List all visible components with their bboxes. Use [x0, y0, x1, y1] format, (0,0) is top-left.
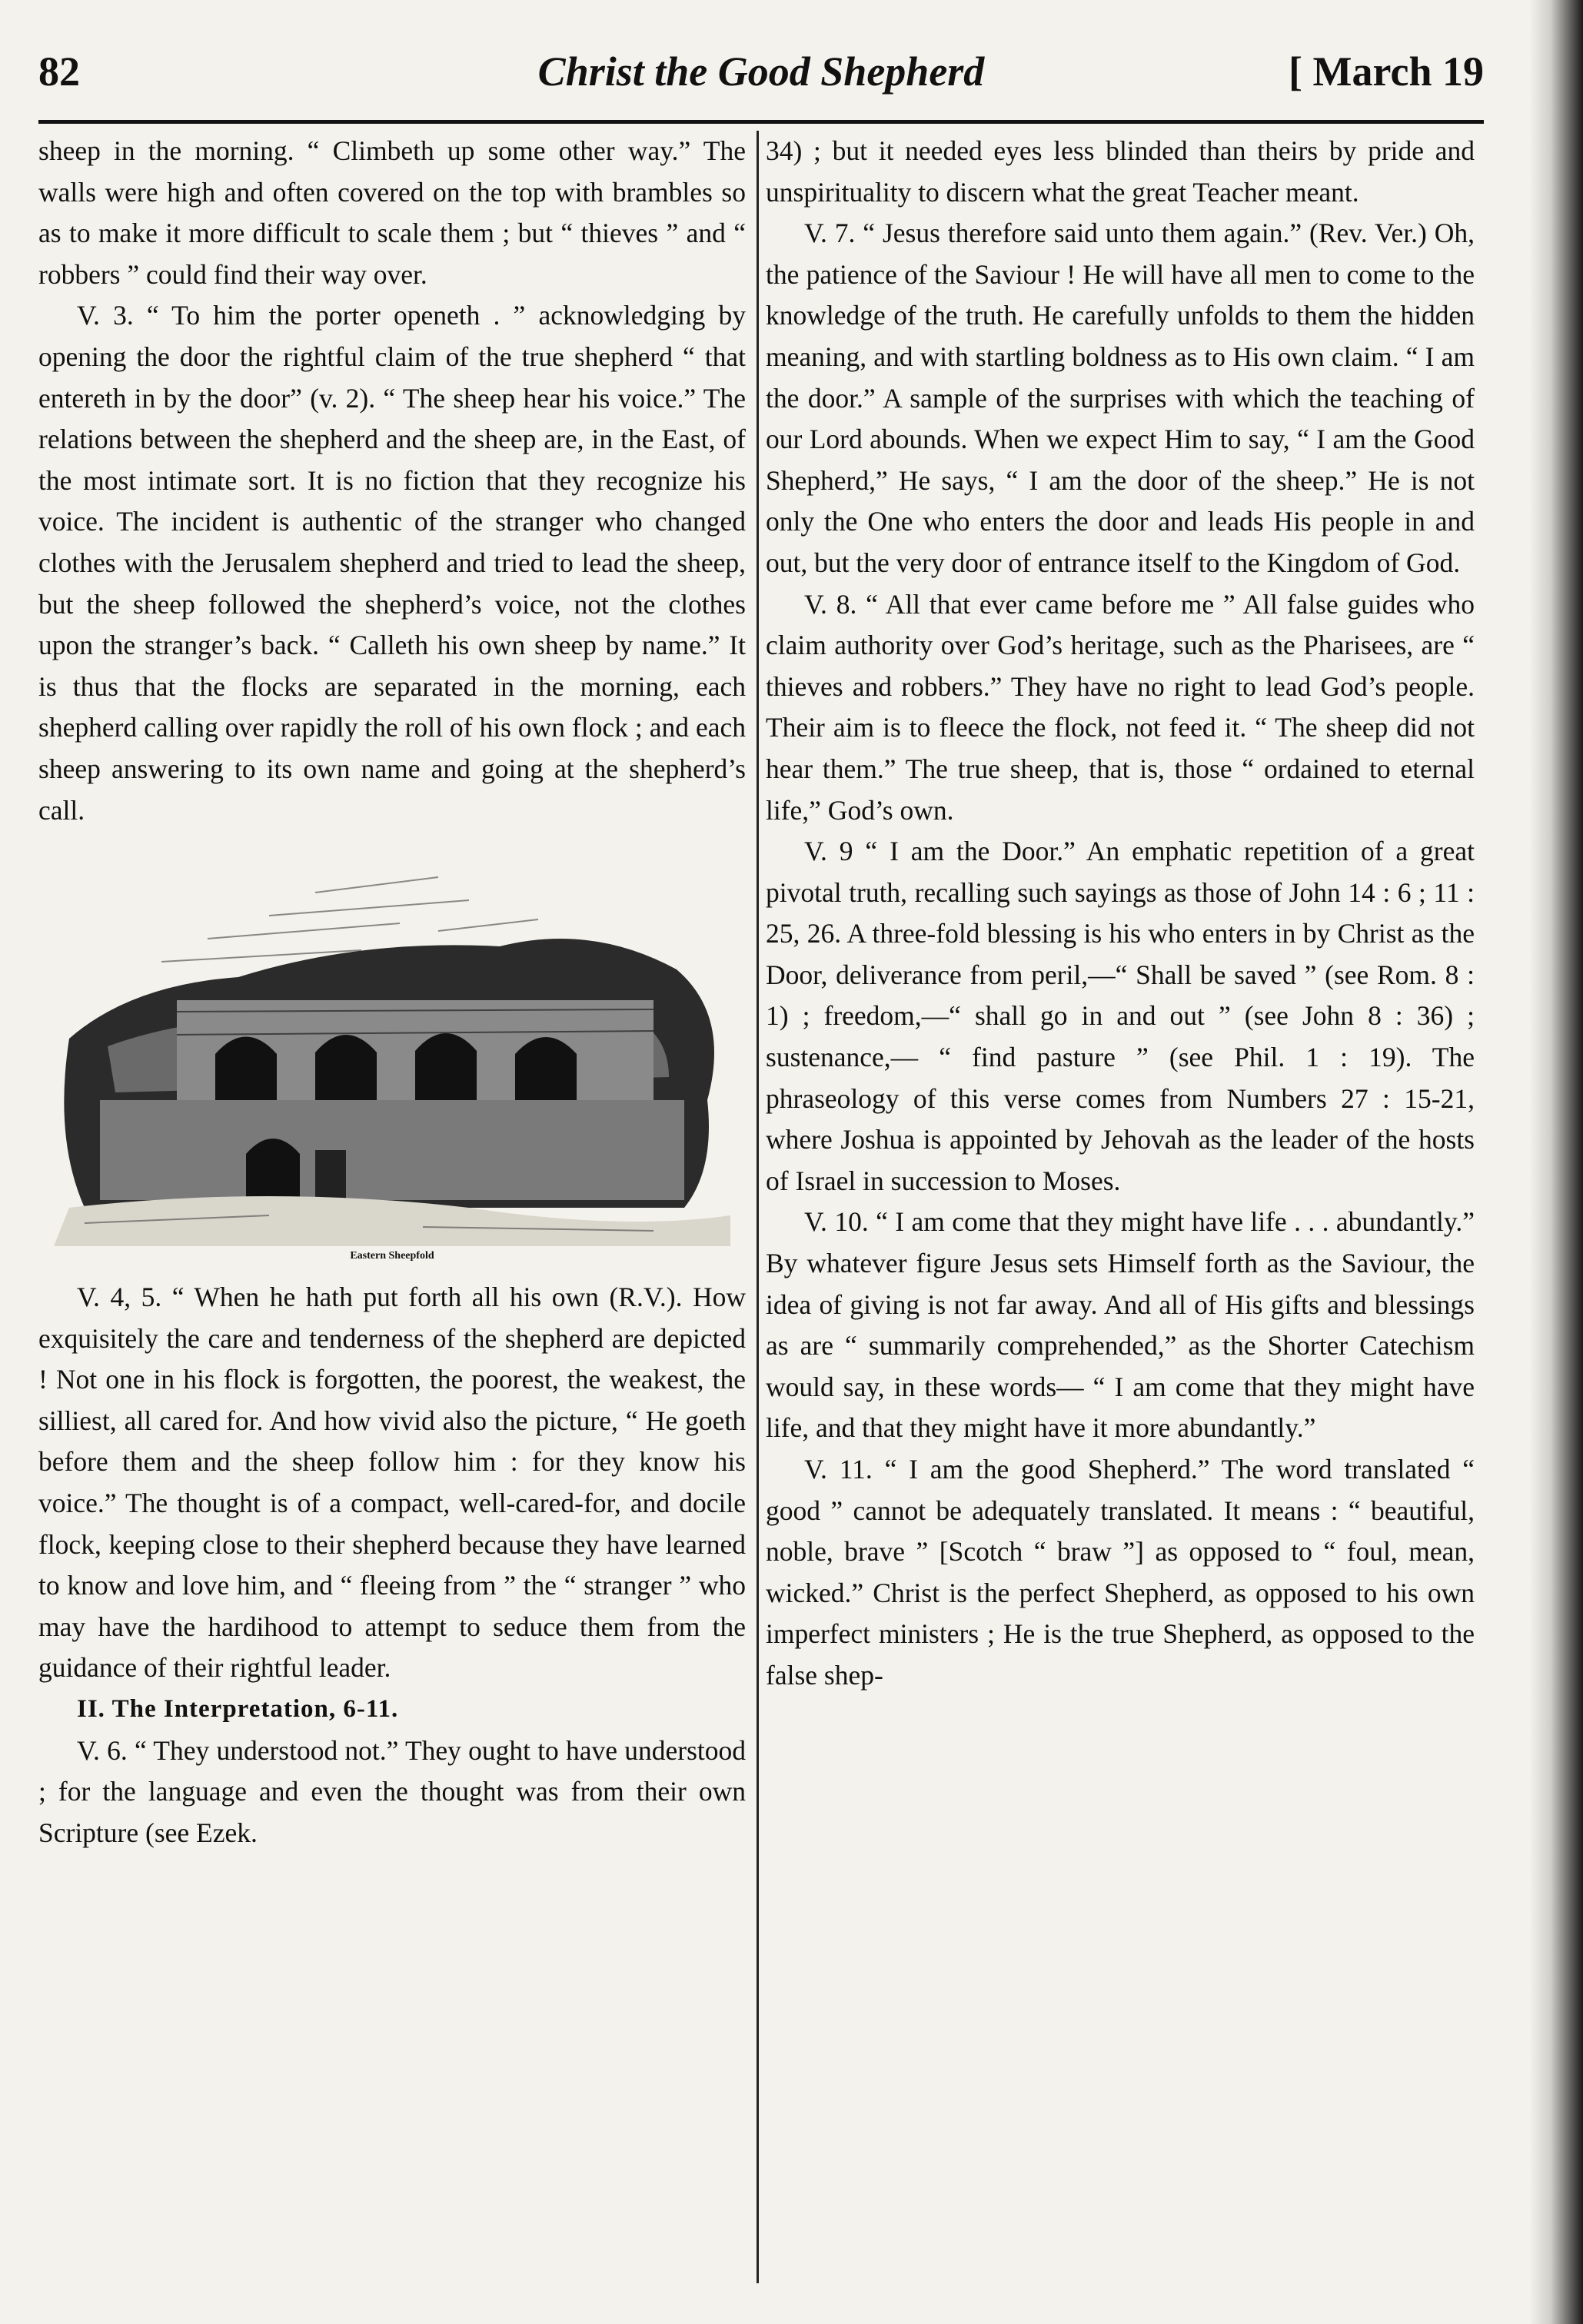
section-heading: II. The Interpretation, 6-11.	[77, 1695, 399, 1724]
paragraph-continued-right: 34) ; but it needed eyes less blinded than theirs by pride and unspirituality to discern what the great Teacher meant.	[766, 135, 1475, 208]
scan-shadow-edge	[1529, 0, 1583, 2324]
right-column	[766, 131, 1475, 1697]
left-column	[38, 131, 746, 1854]
paragraph-verse-10: V. 10. “ I am come that they might have life . . . abundantly.” By whatever figure Jesus sets Himself forth as the Saviour, the idea of giving is not far away. And all of His gifts and blessings as are “ summarily comprehended,” as the Shorter Catechism would say, in these words— “ I am come that they might have life, and that they might have it more abundantly.”	[766, 1206, 1475, 1444]
page-number: 82	[38, 48, 80, 95]
paragraph-verse-3: V. 3. “ To him the porter openeth . ” acknowledging by opening the door the rightful claim of the true shepherd “ that entereth in by the door” (v. 2). “ The sheep hear his voice.” The relations between the shepherd and the sheep are, in the East, of the most intimate sort. It is no fiction that they recognize his voice. The incident is authentic of the stranger who changed clothes with the Jerusalem shepherd and tried to lead the sheep, but the sheep followed the shepherd’s voice, not the clothes upon the stranger’s back. “ Calleth his own sheep by name.” It is thus that the flocks are separated in the morning, each shepherd calling over rapidly the roll of his own flock ; and each sheep answering to its own name and going at the shepherd’s call.	[38, 300, 746, 826]
paragraph-verse-9: V. 9 “ I am the Door.” An emphatic repetition of a great pivotal truth, recalling such sayings as those of John 14 : 6 ; 11 : 25, 26. A three-fold blessing is his who enters in by Christ as the Door, deliverance from peril,—“ Shall be saved ” (see Rom. 8 : 1) ; freedom,—“ shall go in and out ” (see John 8 : 36) ; sustenance,— “ find pasture ” (see Phil. 1 : 19). The phraseology of this verse comes from Numbers 27 : 15-21, where Joshua is appointed by Jehovah as the leader of the hosts of Israel in succession to Moses.	[766, 836, 1475, 1196]
eastern-sheepfold-illustration	[38, 846, 746, 1263]
running-title: Christ the Good Shepherd	[537, 48, 985, 95]
sheepfold-engraving	[38, 846, 746, 1246]
paragraph-verse-6: V. 6. “ They understood not.” They ought to have understood ; for the language and even the thought was from their own Scripture (see Ezek.	[38, 1734, 746, 1848]
column-divider	[757, 131, 759, 2283]
header-rule	[38, 120, 1484, 124]
paragraph-verse-11: V. 11. “ I am the good Shepherd.” The word translated “ good ” cannot be adequately translated. It means : “ beautiful, noble, brave ” [Scotch “ braw ”] as opposed to “ foul, mean, wicked.” Christ is the perfect Shepherd, as opposed to his own imperfect ministers ; He is the true Shepherd, as opposed to the false shep-	[766, 1454, 1475, 1691]
issue-date: [ March 19	[1289, 48, 1484, 95]
paragraph-verse-8: V. 8. “ All that ever came before me ” All false guides who claim authority over God’s heritage, such as the Pharisees, are “ thieves and robbers.” They have no right to lead God’s people. Their aim is to fleece the flock, not feed it. “ The sheep did not hear them.” The true sheep, that is, those “ ordained to eternal life,” God’s own.	[766, 588, 1475, 826]
paragraph-continued: sheep in the morning. “ Climbeth up some other way.” The walls were high and often covered on the top with brambles so as to make it more difficult to scale them ; but “ thieves ” and “ robbers ” could find their way over.	[38, 135, 746, 290]
page-header	[38, 40, 1484, 101]
paragraph-verse-7: V. 7. “ Jesus therefore said unto them again.” (Rev. Ver.) Oh, the patience of the Saviour ! He will have all men to come to the knowledge of the truth. He carefully unfolds to them the hidden meaning, and with startling boldness as to His own claim. “ I am the door.” A sample of the surprises with which the teaching of our Lord abounds. When we expect Him to say, “ I am the Good Shepherd,” He says, “ I am the door of the sheep.” He is not only the One who enters the door and leads His people in and out, but the very door of entrance itself to the Kingdom of God.	[766, 218, 1475, 578]
illustration-caption: Eastern Sheepfold	[350, 1250, 434, 1262]
paragraph-verse-4-5: V. 4, 5. “ When he hath put forth all his own (R.V.). How exquisitely the care and tenderness of the shepherd are depicted ! Not one in his flock is forgotten, the poorest, the weakest, the silliest, all cared for. And how vivid also the picture, “ He goeth before them and the sheep follow him : for they know his voice.” The thought is of a compact, well-cared-for, and docile flock, keeping close to their shepherd because they have learned to know and love him, and “ fleeing from ” the “ stranger ” who may have the hardihood to attempt to seduce them from the guidance of their rightful leader.	[38, 1282, 746, 1684]
